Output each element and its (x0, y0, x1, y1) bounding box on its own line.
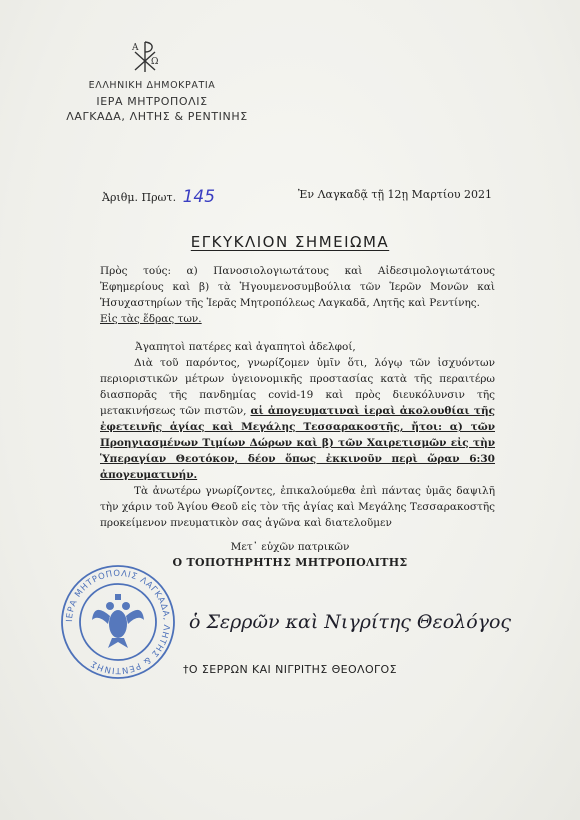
document-title: ΕΓΚΥΚΛΙΟΝ ΣΗΜΕΙΩΜΑ (190, 233, 390, 251)
signer-title: Ο ΤΟΠΟΤΗΡΗΤΗΣ ΜΗΤΡΟΠΟΛΙΤΗΣ (172, 556, 408, 569)
para1-plain: Διὰ τοῦ παρόντος, γνωρίζομεν ὑμῖν ὅτι, λόγῳ τῶν ἰσχυόντων περιοριστικῶν μέτρων ὑγειονομικῆς προστασίας κατὰ τῆς περαιτέρω διασπορᾶς τῆς πανδημίας covid-19 καὶ πρὸς διευκόλυνσιν τῆς μετακινήσεως τῶν πιστῶν, (100, 357, 495, 417)
svg-text:Α: Α (132, 43, 139, 53)
recipients-block (100, 263, 495, 327)
greeting: Ἀγαπητοὶ πατέρες καὶ ἀγαπητοὶ ἀδελφοί, (135, 341, 356, 353)
body-paragraph-1 (100, 355, 495, 483)
closing-wishes: Μετ᾽ εὐχῶν πατρικῶν (230, 541, 350, 553)
recipients-text: Πρὸς τούς: α) Πανοσιολογιωτάτους καὶ Αἰδεσιμολογιωτάτους Ἐφημερίους καὶ β) τὰ Ἡγουμενοσυμβούλια τῶν Ἱερῶν Μονῶν καὶ Ἡσυχαστηρίων τῆς Ἱερᾶς Μητροπόλεως Λαγκαδᾶ, Λητῆς καὶ Ρεντίνης. (100, 265, 495, 309)
header-diocese: ΛΑΓΚΑΔΑ, ΛΗΤΗΣ & ΡΕΝΤΙΝΗΣ (66, 110, 248, 123)
recipients-seat: Εἰς τὰς ἕδρας των. (100, 313, 202, 325)
protocol-label: Ἀριθμ. Πρωτ. (102, 191, 177, 204)
svg-text:Ω: Ω (151, 57, 159, 67)
protocol-number (102, 186, 215, 206)
header-republic: ΕΛΛΗΝΙΚΗ ΔΗΜΟΚΡΑΤΙΑ (88, 80, 216, 91)
seal-text: ΙΕΡΑ ΜΗΤΡΟΠΟΛΙΣ ΛΑΓΚΑΔΑ, ΛΗΤΗΣ & ΡΕΝΤΙΝΗΣ (64, 568, 172, 676)
header-metropolis: ΙΕΡΑ ΜΗΤΡΟΠΟΛΙΣ (96, 95, 208, 108)
body-paragraph-2: Τὰ ἀνωτέρω γνωρίζοντες, ἐπικαλούμεθα ἐπὶ πάντας ὑμᾶς δαψιλῆ τὴν χάριν τοῦ Ἁγίου Θεοῦ εἰς τὸν τῆς ἁγίας καὶ Μεγάλης Τεσσαρακοστῆς προκείμενον πνευματικὸν σας ἀγῶνα καὶ διατελοῦμεν (100, 485, 495, 529)
handwritten-signature (185, 596, 512, 644)
chi-rho-emblem-icon (128, 38, 162, 74)
double-headed-eagle-icon (92, 594, 144, 648)
printed-signature-name: †Ο ΣΕΡΡΩΝ ΚΑΙ ΝΙΓΡΙΤΗΣ ΘΕΟΛΟΓΟΣ (183, 663, 397, 676)
protocol-value: 145 (182, 187, 216, 207)
signature-text: ὁ Σερρῶν καὶ Νιγρίτης Θεολόγος (189, 611, 512, 633)
para1-bold: αἱ ἀπογευματιναὶ ἱεραὶ ἀκολουθίαι τῆς ἐφετεινῆς ἁγίας καὶ Μεγάλης Τεσσαρακοστῆς, ἤτοι: α) τῶν Προηγιασμένων Τιμίων Δώρων καὶ β) τῶν Χαιρετισμῶν εἰς τὴν Ὑπεραγίαν Θεοτόκον, δέον ὅπως ἐκκινοῦν περὶ ὥραν 6:30 ἀπογευματινήν. (100, 405, 495, 481)
place-date: Ἐν Λαγκαδᾷ τῇ 12ῃ Μαρτίου 2021 (298, 188, 492, 201)
